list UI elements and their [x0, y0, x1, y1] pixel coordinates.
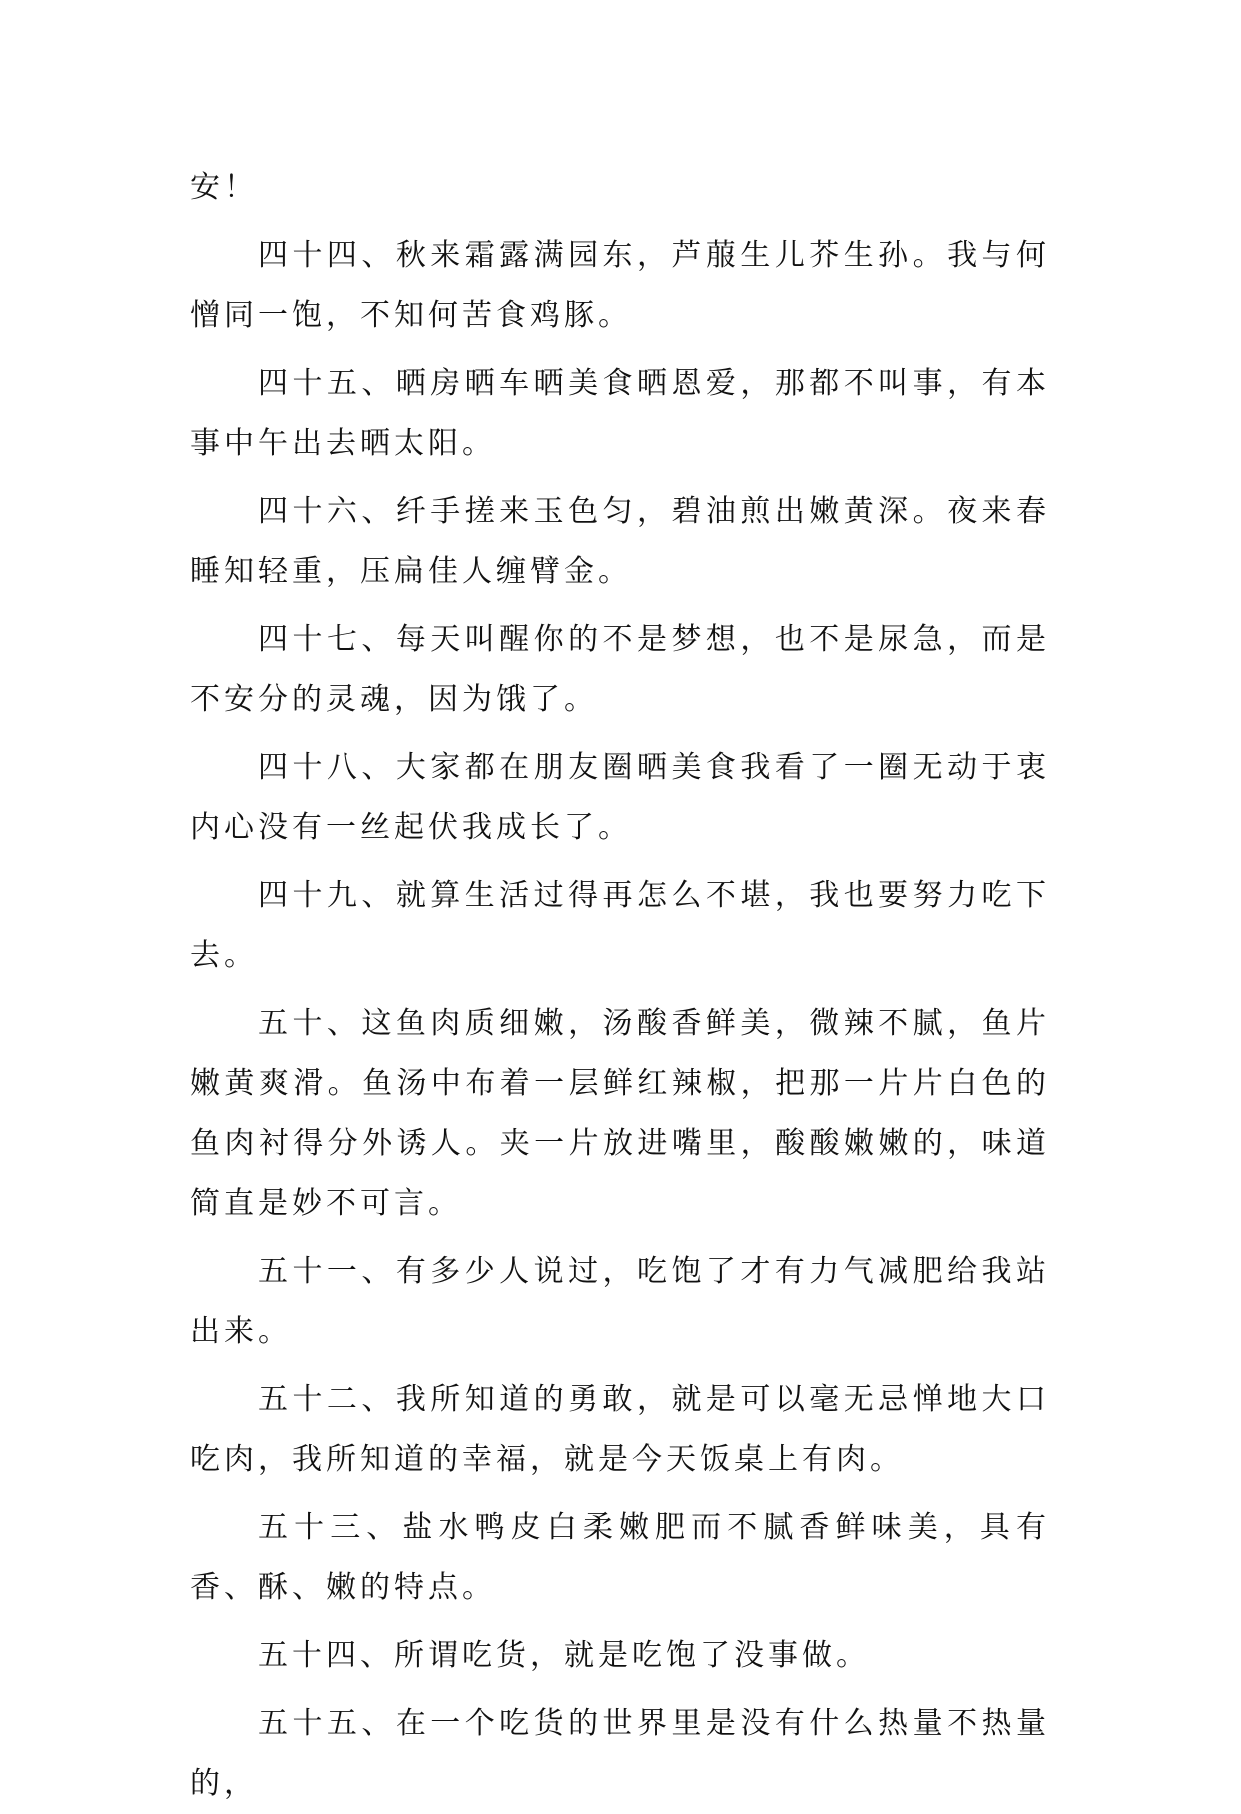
paragraph-45: 四十五、晒房晒车晒美食晒恩爱，那都不叫事，有本事中午出去晒太阳。 [190, 366, 1050, 461]
paragraph-52: 五十二、我所知道的勇敢，就是可以毫无忌惮地大口吃肉，我所知道的幸福，就是今天饭桌上有肉。 [190, 1382, 1050, 1477]
paragraph-53: 五十三、盐水鸭皮白柔嫩肥而不腻香鲜味美，具有香、酥、嫩的特点。 [190, 1510, 1050, 1605]
paragraph-44: 四十四、秋来霜露满园东，芦菔生儿芥生孙。我与何憎同一饱，不知何苦食鸡豚。 [190, 238, 1050, 333]
paragraph-50: 五十、这鱼肉质细嫩，汤酸香鲜美，微辣不腻，鱼片嫩黄爽滑。鱼汤中布着一层鲜红辣椒，把那一片片白色的鱼肉衬得分外诱人。夹一片放进嘴里，酸酸嫩嫩的，味道简直是妙不可言。 [190, 1006, 1050, 1221]
paragraph-55: 五十五、在一个吃货的世界里是没有什么热量不热量的， [190, 1706, 1050, 1801]
paragraph-54: 五十四、所谓吃货，就是吃饱了没事做。 [258, 1638, 870, 1673]
paragraph-continuation: 安！ [190, 170, 258, 205]
paragraph-47: 四十七、每天叫醒你的不是梦想，也不是尿急，而是不安分的灵魂，因为饿了。 [190, 622, 1050, 717]
paragraph-46: 四十六、纤手搓来玉色匀，碧油煎出嫩黄深。夜来春睡知轻重，压扁佳人缠臂金。 [190, 494, 1050, 589]
paragraph-51: 五十一、有多少人说过，吃饱了才有力气减肥给我站出来。 [190, 1254, 1050, 1349]
document-body [190, 158, 1050, 1814]
paragraph-49: 四十九、就算生活过得再怎么不堪，我也要努力吃下去。 [190, 878, 1050, 973]
paragraph-48: 四十八、大家都在朋友圈晒美食我看了一圈无动于衷内心没有一丝起伏我成长了。 [190, 750, 1050, 845]
